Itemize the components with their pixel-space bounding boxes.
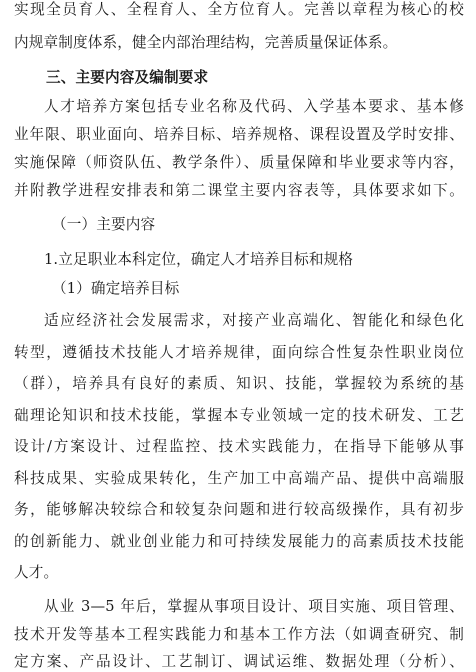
subsection-heading: （一）主要内容	[52, 216, 156, 233]
section-heading: 三、主要内容及编制要求	[46, 69, 209, 86]
paragraph-line: 内规章制度体系，健全内部治理结构，完善质量保证体系。	[14, 34, 398, 51]
paragraph-line: 定方案、产品设计、工艺制订、调试运维、数据处理（分析）、	[14, 653, 464, 670]
paragraph-line: 实现全员育人、全程育人、全方位育人。完善以章程为核心的校	[14, 1, 464, 18]
paragraph-line: 设计/方案设计、过程监控、技术实践能力，在指导下能够从事	[14, 438, 464, 455]
paragraph-line: 技术开发等基本工程实践能力和基本工作方法（如调查研究、制	[14, 626, 464, 643]
paragraph-line: 实施保障（师资队伍、教学条件）、质量保障和毕业要求等内容，	[14, 154, 464, 171]
paragraph-line: 人才培养方案包括专业名称及代码、入学基本要求、基本修	[44, 98, 464, 115]
paragraph-line: 人才。	[14, 564, 59, 581]
paragraph-line: 科技成果、实验成果转化，生产加工中高端产品、提供中高端服	[14, 470, 464, 487]
subheading-line: （1）确定培养目标	[52, 280, 180, 297]
paragraph-line: 的创新能力、就业创业能力和可持续发展能力的高素质技术技能	[14, 533, 464, 550]
paragraph-line: 并附教学进程安排表和第二课堂主要内容表等，具体要求如下。	[14, 182, 464, 199]
paragraph-line: 从业 3—5 年后，掌握从事项目设计、项目实施、项目管理、	[44, 598, 464, 615]
subheading-line: 1.立足职业本科定位，确定人才培养目标和规格	[44, 251, 354, 268]
paragraph-line: 础理论知识和技术技能，掌握本专业领域一定的技术研发、工艺	[14, 407, 464, 424]
paragraph-line: 务，能够解决较综合和较复杂问题和进行较高级操作，具有初步	[14, 501, 464, 518]
paragraph-line: （群），培养具有良好的素质、知识、技能，掌握较为系统的基	[14, 375, 464, 392]
paragraph-line: 转型，遵循技术技能人才培养规律，面向综合性复杂性职业岗位	[14, 344, 464, 361]
paragraph-line: 业年限、职业面向、培养目标、培养规格、课程设置及学时安排、	[14, 126, 464, 143]
paragraph-line: 适应经济社会发展需求，对接产业高端化、智能化和绿色化	[44, 312, 464, 329]
